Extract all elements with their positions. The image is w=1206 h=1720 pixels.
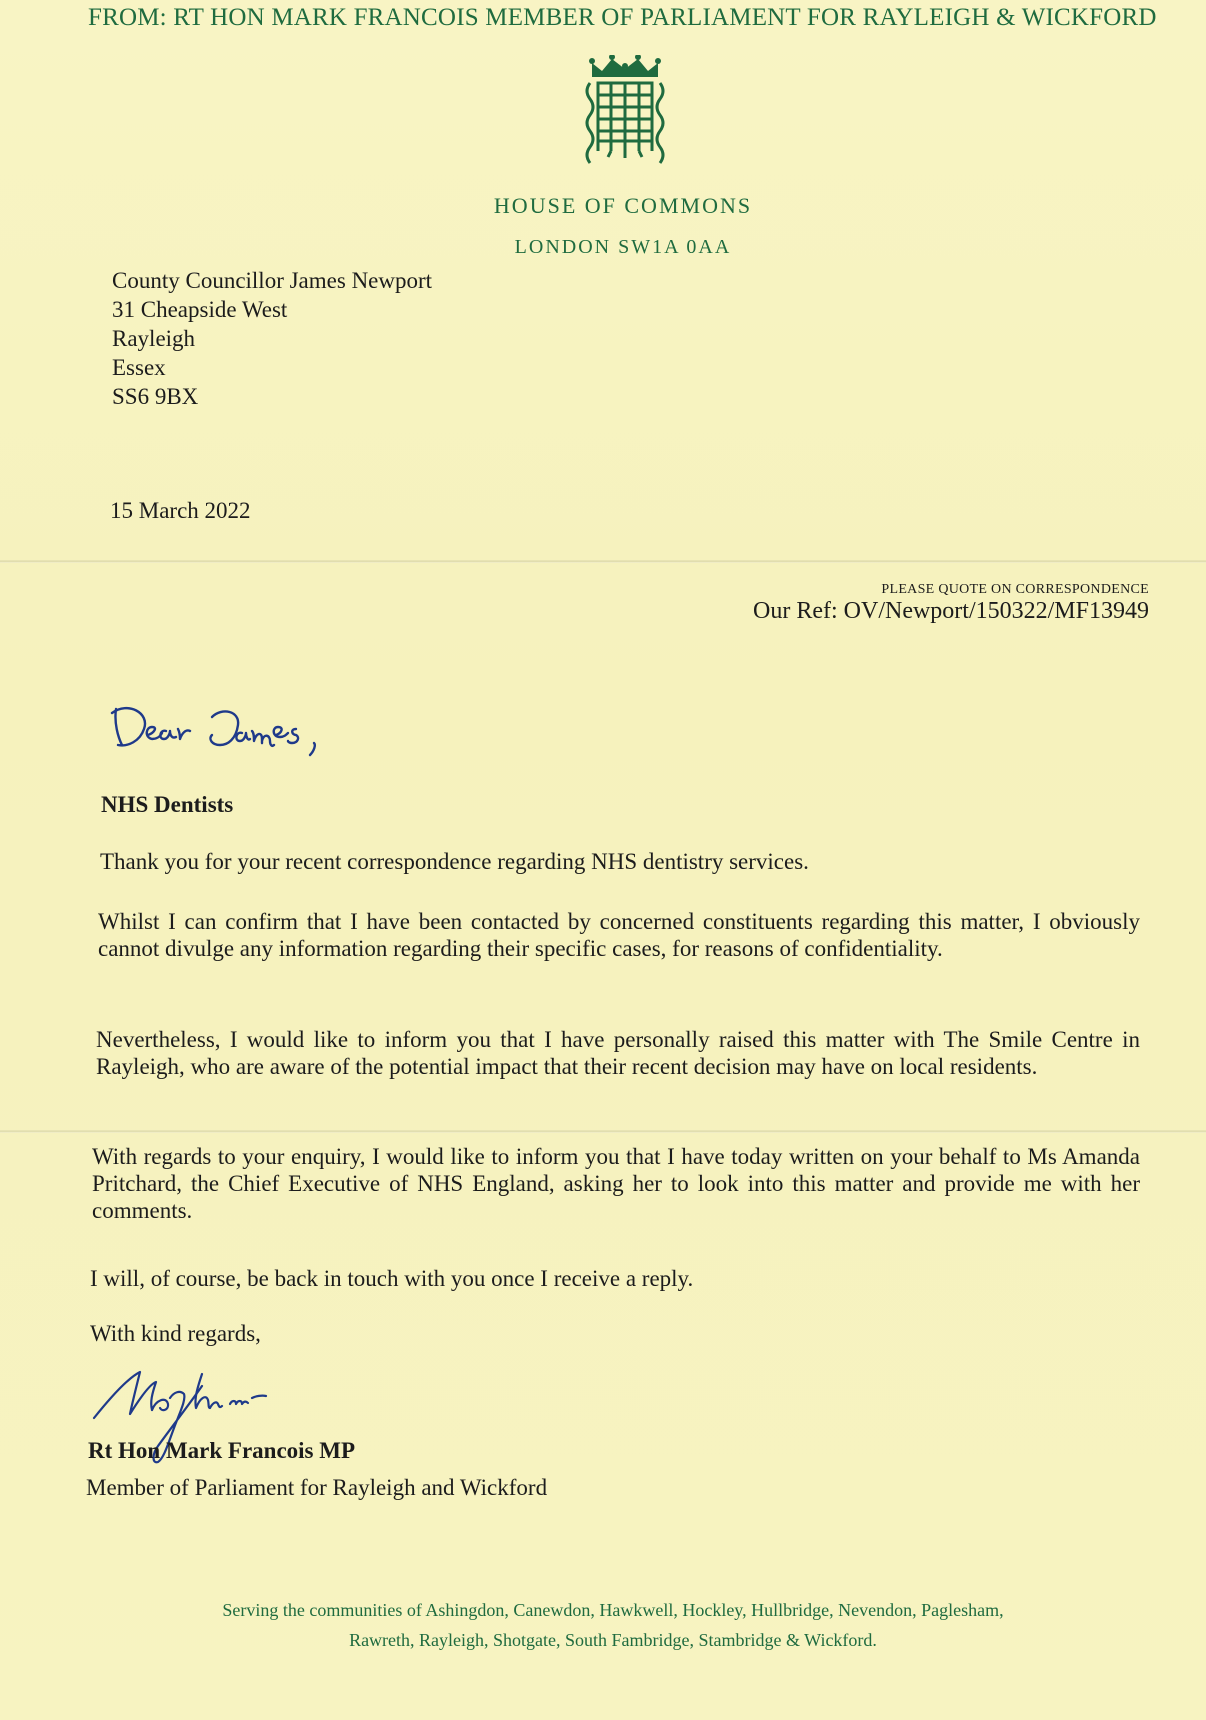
address-line: SS6 9BX	[112, 384, 199, 409]
handwritten-salutation	[108, 695, 348, 765]
letter-subject: NHS Dentists	[101, 792, 234, 817]
house-of-commons-heading: HOUSE OF COMMONS	[493, 193, 753, 218]
letter-paragraph: With regards to your enquiry, I would like to inform you that I have today written on your behalf to Ms Amanda Pritchard, the Chief Executive of NHS England, asking her to look into this matter and provide me with her comments.	[92, 1144, 1140, 1223]
letter-date: 15 March 2022	[110, 498, 251, 523]
paper-fold-line	[0, 560, 1206, 563]
letter-paragraph: Nevertheless, I would like to inform you that I have personally raised this matter with The Smile Centre in Rayleigh, who are aware of the potential impact that their recent decision may have on local residents.	[96, 1027, 1140, 1079]
footer-line: Rawreth, Rayleigh, Shotgate, South Fambridge, Stambridge & Wickford.	[349, 1630, 877, 1650]
letterhead-from-line: FROM: RT HON MARK FRANCOIS MEMBER OF PARLIAMENT FOR RAYLEIGH & WICKFORD	[88, 4, 1157, 31]
address-line: Essex	[112, 355, 166, 380]
footer-communities	[0, 1595, 1206, 1655]
paper-fold-line	[0, 1130, 1206, 1133]
letter-paragraph: Whilst I can confirm that I have been contacted by concerned constituents regarding this matter, I obviously cannot divulge any information regarding their specific cases, for reasons of confidentiality.	[98, 909, 1140, 961]
reference-number: Our Ref: OV/Newport/150322/MF13949	[753, 598, 1149, 624]
signatory-name: Rt Hon Mark Francois MP	[88, 1438, 356, 1463]
footer-line: Serving the communities of Ashingdon, Canewdon, Hawkwell, Hockley, Hullbridge, Nevendon, Paglesham,	[222, 1600, 1004, 1620]
signatory-role: Member of Parliament for Rayleigh and Wickford	[86, 1475, 548, 1500]
address-line: County Councillor James Newport	[112, 268, 433, 293]
address-line: 31 Cheapside West	[112, 297, 288, 322]
portcullis-icon	[580, 55, 670, 165]
letter-paragraph: Thank you for your recent correspondence regarding NHS dentistry services.	[100, 849, 809, 874]
reference-label: PLEASE QUOTE ON CORRESPONDENCE	[881, 582, 1149, 597]
house-address: LONDON SW1A 0AA	[514, 236, 732, 258]
letter-paragraph: I will, of course, be back in touch with you once I receive a reply.	[90, 1266, 694, 1291]
address-line: Rayleigh	[112, 326, 196, 351]
letter-closing: With kind regards,	[90, 1321, 261, 1346]
recipient-address	[112, 266, 432, 411]
